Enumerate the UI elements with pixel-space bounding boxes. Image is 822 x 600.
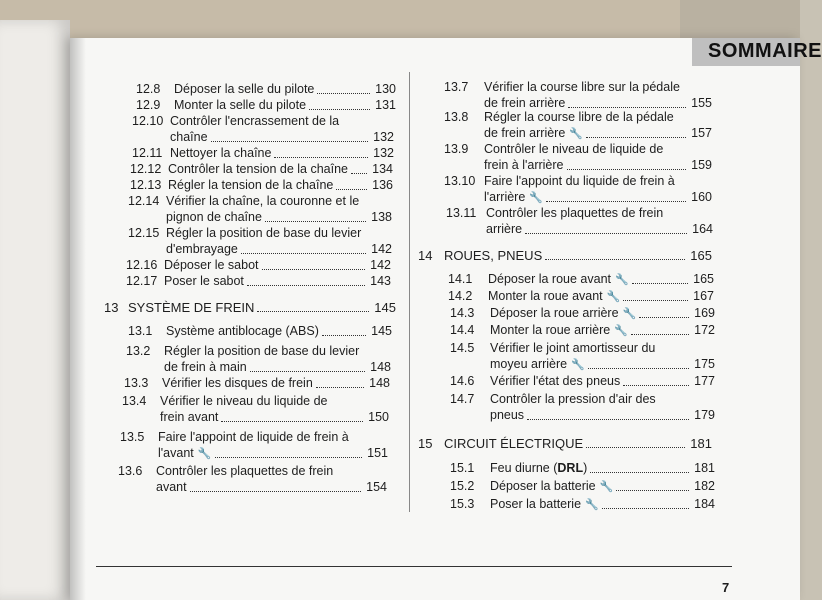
toc-entry-title: CIRCUIT ÉLECTRIQUE: [444, 436, 584, 451]
toc-entry-title: ROUES, PNEUS: [444, 248, 543, 263]
leader-dots: [639, 316, 689, 318]
toc-entry-title: Monter la roue arrière 🔧: [490, 323, 628, 337]
toc-entry-title: Poser le sabot: [164, 274, 244, 288]
toc-entry-title: Déposer la batterie 🔧: [490, 479, 614, 493]
toc-entry-title: Régler la tension de la chaîne: [168, 178, 334, 192]
toc-entry-title: Vérifier le niveau du liquide de: [160, 394, 328, 408]
wrench-icon: 🔧: [582, 499, 599, 511]
toc-entry-page: 130: [375, 82, 396, 96]
toc-entry: [0, 341, 800, 373]
toc-entry-title: de frein arrière 🔧: [484, 126, 584, 140]
toc-entry-page: 150: [368, 410, 389, 424]
toc-entry-page: 157: [691, 126, 712, 140]
toc-entry-page: 131: [375, 98, 396, 112]
leader-dots: [545, 258, 685, 260]
toc-entry-number: 13: [104, 300, 119, 315]
toc-entry-title-line: [0, 174, 800, 189]
toc-entry-title-line: [0, 80, 800, 95]
toc-entry: [0, 461, 800, 477]
toc-entry: [0, 479, 800, 495]
leader-dots: [567, 168, 686, 170]
header-tab: [692, 38, 822, 66]
toc-entry-page: 145: [371, 324, 392, 338]
toc-entry-number: 14.1: [448, 272, 473, 286]
toc-entry-title-line: [0, 341, 800, 356]
toc-entry-page: 177: [694, 374, 715, 388]
wrench-icon: 🔧: [611, 325, 628, 337]
header-label: SOMMAIRE: [708, 40, 822, 62]
toc-entry-title: l'avant 🔧: [158, 446, 212, 460]
toc-entry-number: 12.8: [136, 82, 161, 96]
leader-dots: [568, 106, 686, 108]
toc-entry: [0, 110, 800, 142]
toc-entry-title: Déposer la selle du pilote: [174, 82, 315, 96]
toc-entry-page: 142: [371, 242, 392, 256]
toc-entry-number: 13.6: [118, 464, 143, 478]
toc-entry-page: 172: [694, 323, 715, 337]
toc-entry: [0, 272, 800, 288]
toc-entry: [0, 142, 800, 174]
toc-entry-number: 12.14: [128, 194, 160, 208]
toc-entry-title-line: [0, 190, 800, 205]
toc-entry-number: 14.3: [450, 306, 475, 320]
toc-entry-page: 145: [374, 300, 396, 315]
toc-entry-number: 13.4: [122, 394, 147, 408]
toc-entry-title: arrière: [486, 222, 523, 236]
toc-entry-title: Contrôler les plaquettes de frein: [486, 206, 664, 220]
toc-entry-number: 13.9: [444, 142, 469, 156]
toc-entry-title: Déposer la roue avant 🔧: [488, 272, 629, 286]
leader-dots: [623, 299, 688, 301]
toc-entry-title: chaîne: [170, 130, 208, 144]
leader-dots: [525, 232, 687, 234]
toc-entry-number: 15.1: [450, 461, 475, 475]
toc-entry-title: Vérifier l'état des pneus: [490, 374, 621, 388]
toc-entry-page: 159: [691, 158, 712, 172]
toc-entry-title-line: [0, 357, 800, 372]
toc-entry-title: SYSTÈME DE FREIN: [128, 300, 255, 315]
toc-entry: [0, 289, 800, 305]
toc-entry-title-line: [0, 497, 800, 512]
toc-entry-number: 12.16: [126, 258, 158, 272]
toc-entry-number: 13.1: [128, 324, 153, 338]
toc-entry-title: pneus: [490, 408, 525, 422]
toc-entry-title: Déposer le sabot: [164, 258, 259, 272]
toc-entry-title: moyeu arrière 🔧: [490, 357, 585, 371]
toc-entry: [0, 80, 800, 112]
toc-section-entry: [0, 248, 800, 264]
toc-entry-number: 13.5: [120, 430, 145, 444]
toc-entry-page: 181: [690, 436, 712, 451]
toc-entry-title: d'embrayage: [166, 242, 238, 256]
toc-entry-title-line: [0, 392, 800, 407]
toc-entry-number: 14.4: [450, 323, 475, 337]
toc-entry-page: 184: [694, 497, 715, 511]
toc-entry-title: Contrôler le niveau de liquide de: [484, 142, 664, 156]
toc-entry-title-line: [0, 110, 800, 125]
toc-entry-number: 12.13: [130, 178, 162, 192]
toc-entry-title-line: [0, 461, 800, 476]
toc-entry: [0, 323, 800, 339]
toc-entry-title-line: [0, 248, 800, 263]
toc-section-entry: [0, 436, 800, 452]
leader-dots: [586, 136, 686, 138]
wrench-icon: 🔧: [612, 274, 629, 286]
toc-entry-title: Vérifier les disques de frein: [162, 376, 313, 390]
toc-entry-number: 14.6: [450, 374, 475, 388]
toc-entry-title: Système antiblocage (ABS): [166, 324, 319, 338]
toc-entry-number: 14.2: [448, 289, 473, 303]
toc-entry-title-line: [0, 142, 800, 157]
toc-entry-number: 13.8: [444, 110, 469, 124]
toc-entry-title: Faire l'appoint de liquide de frein à: [158, 430, 349, 444]
toc-entry-number: 12.11: [132, 146, 163, 160]
toc-entry-title: Contrôler les plaquettes de frein: [156, 464, 334, 478]
toc-entry-title: Contrôler la pression d'air des: [490, 392, 656, 406]
leader-dots: [623, 384, 689, 386]
toc-entry-title-line: [0, 96, 800, 111]
toc-entry-title-line: [0, 374, 800, 389]
toc-entry-title: Contrôler la tension de la chaîne: [168, 162, 348, 176]
toc-entry-title-line: [0, 323, 800, 338]
toc-entry-title: Poser la batterie 🔧: [490, 497, 599, 511]
toc-entry-page: 175: [694, 357, 715, 371]
toc-entry-title: pignon de chaîne: [166, 210, 262, 224]
toc-entry-page: 165: [690, 248, 712, 263]
toc-entry-number: 13.3: [124, 376, 149, 390]
toc-entry-title-line: [0, 479, 800, 494]
leader-dots: [215, 456, 362, 458]
toc-entry: [0, 174, 800, 206]
toc-entry-page: 151: [367, 446, 388, 460]
leader-dots: [602, 507, 689, 509]
toc-entry-title: frein avant: [160, 410, 219, 424]
wrench-icon: 🔧: [566, 128, 584, 140]
leader-dots: [632, 282, 688, 284]
toc-entry-title-line: [0, 272, 800, 287]
toc-entry-number: 14.5: [450, 341, 475, 355]
toc-entry: [0, 374, 800, 390]
toc-entry-number: 15: [418, 436, 433, 451]
toc-entry-title: Vérifier le joint amortisseur du: [490, 341, 656, 355]
wrench-icon: 🔧: [568, 359, 585, 371]
toc-entry-page: 132: [373, 146, 394, 160]
leader-dots: [631, 333, 689, 335]
toc-entry-number: 14: [418, 248, 433, 263]
toc-entry: [0, 392, 800, 424]
wrench-icon: 🔧: [194, 448, 212, 460]
wrench-icon: 🔧: [526, 192, 544, 204]
toc-entry-title: Déposer la roue arrière 🔧: [490, 306, 637, 320]
leader-dots: [586, 446, 685, 448]
toc-entry-title: de frein arrière: [484, 96, 566, 110]
toc-entry-page: 134: [372, 162, 393, 176]
toc-entry-title: Faire l'appoint du liquide de frein à: [484, 174, 675, 188]
toc-entry-page: 136: [372, 178, 393, 192]
toc-entry-page: 148: [369, 376, 390, 390]
toc-entry-page: 155: [691, 96, 712, 110]
toc-entry: [0, 497, 800, 513]
toc-entry-number: 15.2: [450, 479, 475, 493]
footer-rule: [96, 566, 732, 567]
toc-entry-title: frein à l'arrière: [484, 158, 564, 172]
wrench-icon: 🔧: [603, 291, 621, 303]
toc-entry-page: 167: [693, 289, 714, 303]
toc-entry-number: 13.10: [444, 174, 476, 188]
toc-entry-number: 13.2: [126, 344, 151, 358]
toc-entry-number: 12.12: [130, 162, 162, 176]
leader-dots: [616, 489, 689, 491]
toc-entry-title: Feu diurne (DRL): [490, 461, 588, 475]
toc-entry-title-line: [0, 289, 800, 304]
toc-entry-title-line: [0, 306, 800, 321]
toc-entry-title: Vérifier la chaîne, la couronne et le: [166, 194, 360, 208]
toc-entry-number: 12.9: [136, 98, 161, 112]
toc-entry-page: 179: [694, 408, 715, 422]
toc-entry-page: 143: [370, 274, 391, 288]
toc-entry-number: 13.7: [444, 80, 469, 94]
toc-entry-page: 182: [694, 479, 715, 493]
toc-entry-title-line: [0, 408, 800, 423]
page-number: 7: [722, 580, 730, 595]
toc-entry-title: Monter la selle du pilote: [174, 98, 307, 112]
toc-entry-page: 142: [370, 258, 391, 272]
toc-entry-number: 15.3: [450, 497, 475, 511]
toc-entry-page: 181: [694, 461, 715, 475]
toc-entry-title: l'arrière 🔧: [484, 190, 544, 204]
toc-entry-page: 169: [694, 306, 715, 320]
toc-entry-page: 154: [366, 480, 387, 494]
toc-entry-number: 14.7: [450, 392, 475, 406]
toc-entry-title: Contrôler l'encrassement de la: [170, 114, 340, 128]
leader-dots: [262, 268, 365, 270]
toc-entry: [0, 306, 800, 322]
toc-entry-title: Régler la position de base du levier: [164, 344, 360, 358]
toc-entry-page: 148: [370, 360, 391, 374]
wrench-icon: 🔧: [619, 308, 637, 320]
leader-dots: [527, 418, 689, 420]
toc-entry-page: 164: [692, 222, 713, 236]
toc-entry-title-line: [0, 206, 800, 221]
toc-entry-page: 138: [371, 210, 392, 224]
toc-entry-page: 132: [373, 130, 394, 144]
wrench-icon: 🔧: [596, 481, 614, 493]
toc-entry-title: de frein à main: [164, 360, 247, 374]
toc-entry-title-line: [0, 158, 800, 173]
toc-entry-title: avant: [156, 480, 187, 494]
toc-entry-title-line: [0, 436, 800, 451]
toc-entry-title-line: [0, 222, 800, 237]
leader-dots: [590, 471, 689, 473]
leader-dots: [588, 367, 689, 369]
toc-entry-number: 12.15: [128, 226, 160, 240]
toc-entry-number: 12.17: [126, 274, 158, 288]
toc-entry-number: 12.10: [132, 114, 164, 128]
toc-entry-title: Nettoyer la chaîne: [170, 146, 272, 160]
toc-entry: [0, 206, 800, 238]
toc-entry-title: Régler la course libre de la pédale: [484, 110, 674, 124]
toc-entry-title-line: [0, 126, 800, 141]
toc-entry-title: Régler la position de base du levier: [166, 226, 362, 240]
toc-entry-page: 160: [691, 190, 712, 204]
toc-entry-title: Vérifier la course libre sur la pédale: [484, 80, 680, 94]
toc-entry-number: 13.11: [446, 206, 477, 220]
toc-entry-page: 165: [693, 272, 714, 286]
toc-entry-title: Monter la roue avant 🔧: [488, 289, 621, 303]
leader-dots: [546, 200, 686, 202]
